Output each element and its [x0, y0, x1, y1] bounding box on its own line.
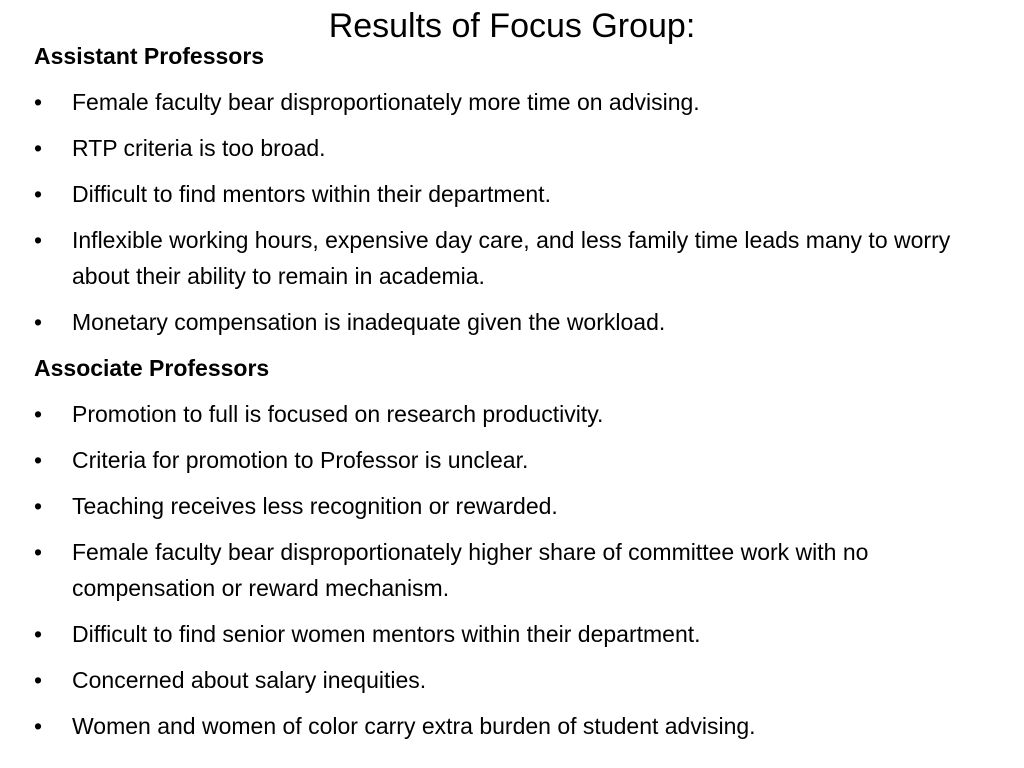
bullet-item: [34, 84, 994, 120]
bullet-item: [34, 442, 994, 478]
bullet-list-associate-professors: [34, 396, 994, 744]
bullet-dot-icon: •: [34, 447, 43, 473]
section-heading-associate-professors: Associate Professors: [34, 355, 270, 381]
bullet-item: [34, 130, 994, 166]
bullet-dot-icon: •: [34, 89, 43, 115]
bullet-dot-icon: •: [34, 493, 43, 519]
bullet-item: [34, 488, 994, 524]
bullet-text: Female faculty bear disproportionately higher share of committee work with no compensation or reward mechanism.: [72, 539, 869, 601]
bullet-item: [34, 616, 994, 652]
bullet-item: [34, 304, 994, 340]
bullet-item: [34, 396, 994, 432]
bullet-dot-icon: •: [34, 401, 43, 427]
bullet-dot-icon: •: [34, 713, 43, 739]
bullet-text: Difficult to find mentors within their department.: [72, 181, 551, 207]
bullet-text: Criteria for promotion to Professor is unclear.: [72, 447, 529, 473]
bullet-dot-icon: •: [34, 309, 43, 335]
bullet-text: Teaching receives less recognition or rewarded.: [72, 493, 558, 519]
bullet-text: Inflexible working hours, expensive day care, and less family time leads many to worry about their ability to remain in academia.: [72, 227, 951, 289]
bullet-text: Female faculty bear disproportionately more time on advising.: [72, 89, 700, 115]
bullet-text: Women and women of color carry extra burden of student advising.: [72, 713, 756, 739]
bullet-text: Concerned about salary inequities.: [72, 667, 427, 693]
bullet-dot-icon: •: [34, 227, 43, 253]
bullet-dot-icon: •: [34, 621, 43, 647]
bullet-text: Monetary compensation is inadequate given the workload.: [72, 309, 666, 335]
bullet-list-assistant-professors: [34, 84, 994, 340]
bullet-dot-icon: •: [34, 135, 43, 161]
bullet-text: RTP criteria is too broad.: [72, 135, 326, 161]
section-heading-assistant-professors: Assistant Professors: [34, 43, 265, 69]
bullet-item: [34, 662, 994, 698]
bullet-item: [34, 708, 994, 744]
bullet-item: [34, 222, 994, 294]
slide-title: Results of Focus Group:: [328, 7, 696, 45]
bullet-item: [34, 176, 994, 212]
bullet-item: [34, 534, 994, 606]
bullet-dot-icon: •: [34, 667, 43, 693]
bullet-text: Promotion to full is focused on research productivity.: [72, 401, 604, 427]
bullet-dot-icon: •: [34, 539, 43, 565]
bullet-text: Difficult to find senior women mentors within their department.: [72, 621, 701, 647]
slide-content: [34, 38, 994, 744]
bullet-dot-icon: •: [34, 181, 43, 207]
